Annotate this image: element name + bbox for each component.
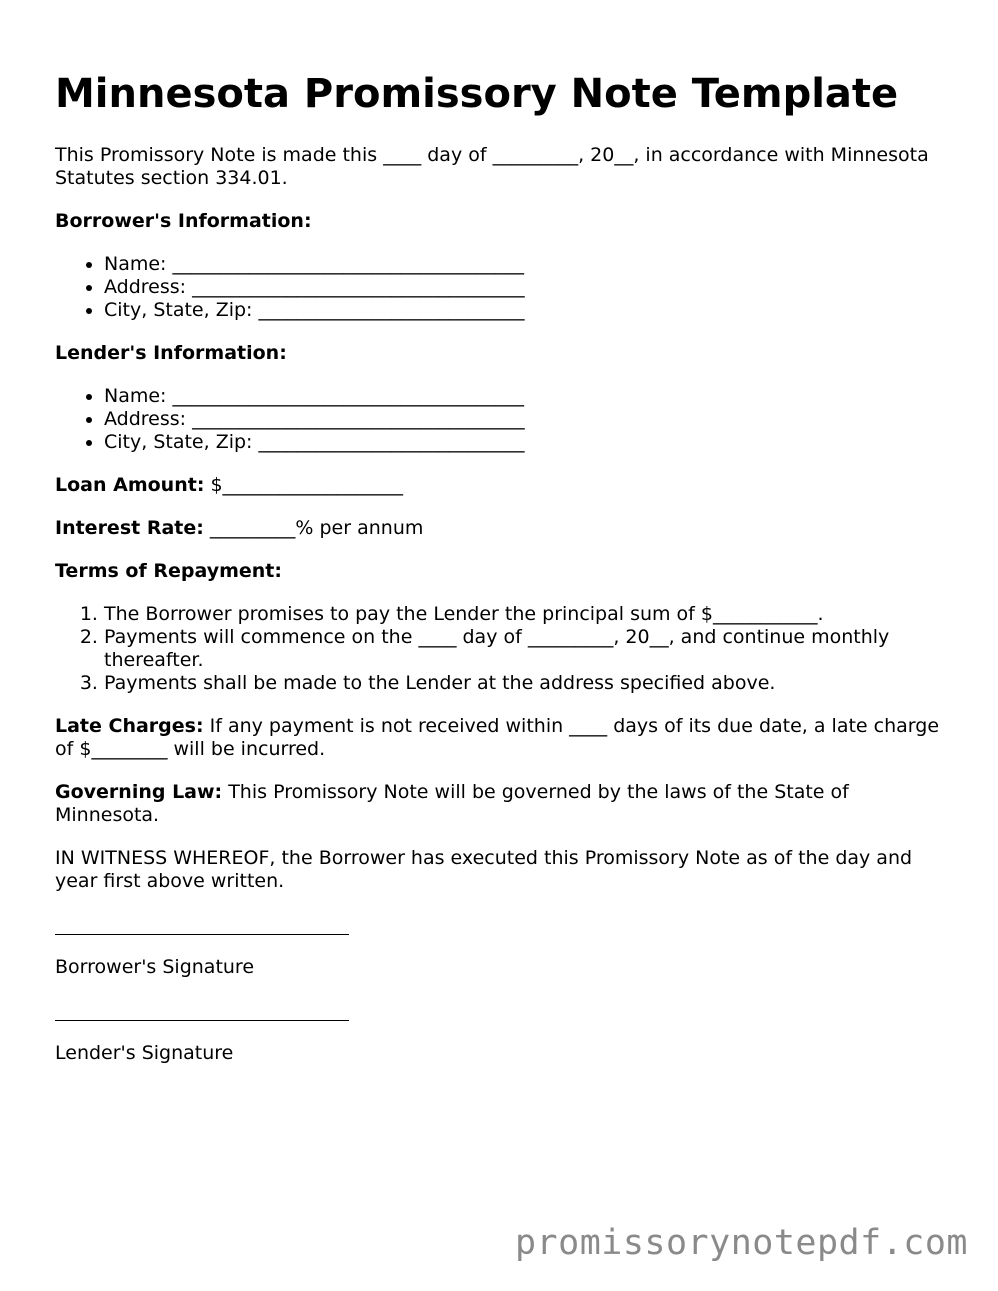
witness-paragraph: IN WITNESS WHEREOF, the Borrower has executed this Promissory Note as of the day and year first above written. bbox=[55, 847, 913, 892]
borrower-heading: Borrower's Information: bbox=[55, 210, 312, 232]
late-charges-text: If any payment is not received within ____ days of its due date, a late charge of $________ will be incurred. bbox=[55, 715, 940, 760]
borrower-signature-label: Borrower's Signature bbox=[55, 956, 255, 978]
governing-law-label: Governing Law: bbox=[55, 781, 223, 803]
loan-amount-label: Loan Amount: bbox=[55, 474, 205, 496]
late-charges-paragraph bbox=[55, 715, 945, 761]
lender-signature-label: Lender's Signature bbox=[55, 1042, 234, 1064]
lender-heading: Lender's Information: bbox=[55, 342, 287, 364]
late-charges-label: Late Charges: bbox=[55, 715, 204, 737]
interest-rate-line bbox=[55, 517, 945, 540]
lender-fields-list bbox=[55, 385, 994, 454]
interest-rate-value: _________% per annum bbox=[209, 517, 424, 539]
repayment-terms-list bbox=[55, 603, 994, 695]
repayment-term-commencement: 2. Payments will commence on the ____ day of _________, 20__, and continue monthly thereafter. bbox=[104, 626, 994, 672]
page-title: Minnesota Promissory Note Template bbox=[55, 71, 899, 117]
lender-name-field: • Name: _____________________________________ bbox=[104, 385, 994, 408]
repayment-term-principal: 1. The Borrower promises to pay the Lender the principal sum of $___________. bbox=[104, 603, 994, 626]
governing-law-paragraph bbox=[55, 781, 945, 827]
repayment-term-payment-location: 3. Payments shall be made to the Lender at the address specified above. bbox=[104, 672, 994, 695]
governing-law-text: This Promissory Note will be governed by the laws of the State of Minnesota. bbox=[55, 781, 849, 826]
interest-rate-label: Interest Rate: bbox=[55, 517, 204, 539]
borrower-signature-line bbox=[55, 934, 349, 935]
lender-address-field: • Address: ___________________________________ bbox=[104, 408, 994, 431]
borrower-name-field: • Name: _____________________________________ bbox=[104, 253, 994, 276]
loan-amount-value: $___________________ bbox=[210, 474, 404, 496]
lender-city-state-zip-field: • City, State, Zip: ____________________________ bbox=[104, 431, 994, 454]
loan-amount-line bbox=[55, 474, 945, 497]
repayment-heading: Terms of Repayment: bbox=[55, 560, 282, 582]
intro-paragraph: This Promissory Note is made this ____ day of _________, 20__, in accordance with Minnesota Statutes section 334.01. bbox=[55, 144, 929, 189]
lender-signature-line bbox=[55, 1020, 349, 1021]
borrower-city-state-zip-field: • City, State, Zip: ____________________________ bbox=[104, 299, 994, 322]
borrower-address-field: • Address: ___________________________________ bbox=[104, 276, 994, 299]
borrower-fields-list bbox=[55, 253, 994, 322]
site-watermark: promissorynotepdf.com bbox=[514, 1223, 968, 1263]
